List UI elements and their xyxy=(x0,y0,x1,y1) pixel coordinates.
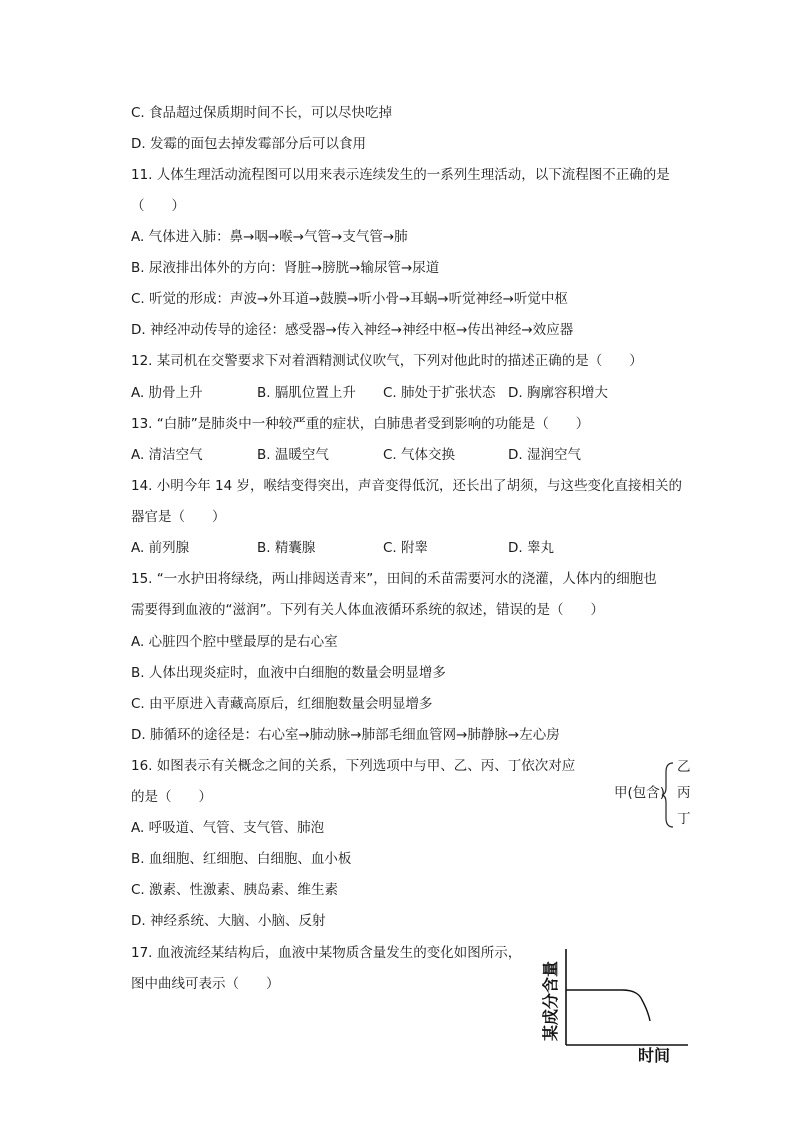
question-17-stem: 17. 血液流经某结构后，血液中某物质含量发生的变化如图所示， xyxy=(131,945,522,961)
question-15-stem-cont: 需要得到血液的“滋润”。下列有关人体血液循环系统的叙述，错误的是（ ） xyxy=(131,602,604,618)
question-15-option-c: C. 由平原进入青藏高原后，红细胞数量会明显增多 xyxy=(131,696,433,712)
question-15-stem: 15. “一水护田将绿绕，两山排闼送青来”，田间的禾苗需要河水的浇灌，人体内的细胞也 xyxy=(131,571,657,587)
question-11-option-d: D. 神经冲动传导的途径：感受器→传入神经→神经中枢→传出神经→效应器 xyxy=(131,322,574,338)
question-14-option-d: D. 睾丸 xyxy=(508,540,554,556)
question-13-stem: 13. “白肺”是肺炎中一种较严重的症状，白肺患者受到影响的功能是（ ） xyxy=(131,416,590,432)
graph-y-label: 某成分含量 xyxy=(541,960,560,1041)
question-15-option-a: A. 心脏四个腔中壁最厚的是右心室 xyxy=(131,634,338,650)
question-16-option-c: C. 激素、性激素、胰岛素、维生素 xyxy=(131,882,339,898)
question-11-stem: 11. 人体生理活动流程图可以用来表示连续发生的一系列生理活动，以下流程图不正确的是 xyxy=(131,167,670,183)
question-16-option-b: B. 血细胞、红细胞、白细胞、血小板 xyxy=(131,851,352,867)
question-14-option-b: B. 精囊腺 xyxy=(257,540,316,556)
question-16-stem-cont: 的是（ ） xyxy=(131,789,212,805)
question-14-stem: 14. 小明今年 14 岁，喉结变得突出，声音变得低沉，还长出了胡须，与这些变化直接相关的 xyxy=(131,478,683,494)
question-11-option-a: A. 气体进入肺：鼻→咽→喉→气管→支气管→肺 xyxy=(131,229,408,245)
graph-curve xyxy=(566,990,650,1021)
question-13-options xyxy=(131,446,731,464)
concept-child-3: 丁 xyxy=(677,811,691,827)
concept-parent-label: 甲(包含) xyxy=(614,785,666,801)
question-14-stem-cont: 器官是（ ） xyxy=(131,509,226,525)
question-12-option-b: B. 膈肌位置上升 xyxy=(257,385,356,401)
question-15-option-b: B. 人体出现炎症时，血液中白细胞的数量会明显增多 xyxy=(131,665,446,681)
question-13-option-d: D. 湿润空气 xyxy=(508,447,581,463)
question-16-stem: 16. 如图表示有关概念之间的关系，下列选项中与甲、乙、丙、丁依次对应 xyxy=(131,758,576,774)
question-12-option-d: D. 胸廓容积增大 xyxy=(508,385,608,401)
question-16-option-a: A. 呼吸道、气管、支气管、肺泡 xyxy=(131,820,325,836)
question-14-option-a: A. 前列腺 xyxy=(131,540,190,556)
concept-child-2: 丙 xyxy=(677,785,691,801)
question-14-options xyxy=(131,539,731,557)
content-change-graph xyxy=(530,945,700,1065)
concept-brace-icon xyxy=(661,760,675,830)
graph-x-label: 时间 xyxy=(638,1046,671,1065)
question-13-option-a: A. 清洁空气 xyxy=(131,447,203,463)
question-17-stem-cont: 图中曲线可表示（ ） xyxy=(131,976,280,992)
question-11-blank: （ ） xyxy=(131,198,185,214)
question-12-stem: 12. 某司机在交警要求下对着酒精测试仪吹气，下列对他此时的描述正确的是（ ） xyxy=(131,353,643,369)
option-d-q10: D. 发霉的面包去掉发霉部分后可以食用 xyxy=(131,136,366,152)
question-15-option-d: D. 肺循环的途径是：右心室→肺动脉→肺部毛细血管网→肺静脉→左心房 xyxy=(131,727,560,743)
question-12-options xyxy=(131,384,731,402)
question-11-option-b: B. 尿液排出体外的方向：肾脏→膀胱→输尿管→尿道 xyxy=(131,260,440,276)
question-13-option-b: B. 温暖空气 xyxy=(257,447,329,463)
option-c-q10: C. 食品超过保质期时间不长，可以尽快吃掉 xyxy=(131,105,393,121)
question-16-option-d: D. 神经系统、大脑、小脑、反射 xyxy=(131,913,326,929)
question-12-option-c: C. 肺处于扩张状态 xyxy=(383,385,496,401)
question-13-option-c: C. 气体交换 xyxy=(383,447,456,463)
question-12-option-a: A. 肋骨上升 xyxy=(131,385,203,401)
question-14-option-c: C. 附睾 xyxy=(383,540,429,556)
question-11-option-c: C. 听觉的形成：声波→外耳道→鼓膜→听小骨→耳蜗→听觉神经→听觉中枢 xyxy=(131,291,568,307)
concept-child-1: 乙 xyxy=(677,759,691,775)
